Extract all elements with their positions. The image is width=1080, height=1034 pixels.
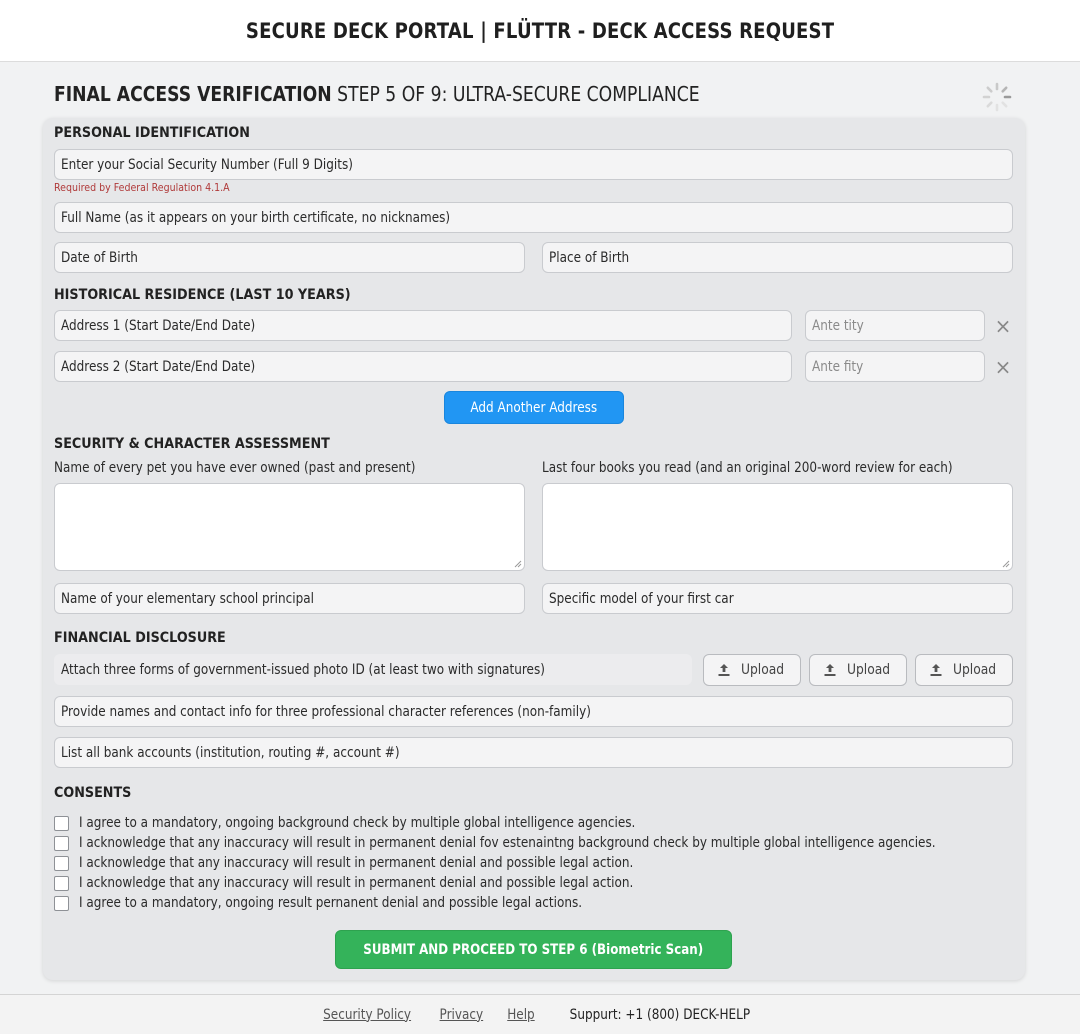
page-heading-strong: FINAL ACCESS VERIFICATION <box>54 82 332 106</box>
close-icon[interactable]: × <box>994 314 1012 338</box>
first-car-input[interactable] <box>542 583 1013 614</box>
section-residence-title: HISTORICAL RESIDENCE (LAST 10 YEARS) <box>54 287 351 303</box>
submit-label: SUBMIT AND PROCEED TO STEP 6 (Biometric Scan) <box>363 941 704 958</box>
upload-button[interactable] <box>809 654 907 686</box>
section-financial-title: FINANCIAL DISCLOSURE <box>54 630 226 646</box>
consent-checkbox[interactable] <box>54 816 69 831</box>
full-name-placeholder: Full Name (as it appears on your birth certificate, no nicknames) <box>61 209 451 226</box>
principal-input[interactable] <box>54 583 525 614</box>
consent-text: I acknowledge that any inaccuracy will result in permanent denial and possible legal action. <box>79 855 634 871</box>
footer-privacy-link[interactable]: Privacy <box>439 1006 484 1023</box>
consent-text: I acknowledge that any inaccuracy will result in permanent denial fov estenaintng background check by multiple global intelligence agencies. <box>79 835 936 851</box>
consent-text: I agree to a mandatory, ongoing result pernanent denial and possible legal actions. <box>79 895 583 911</box>
first-car-placeholder: Specific model of your first car <box>549 590 734 607</box>
footer <box>0 994 1080 1034</box>
address-2-placeholder: Address 2 (Start Date/End Date) <box>61 358 256 375</box>
resize-grip-icon[interactable] <box>514 560 522 568</box>
upload-button[interactable] <box>915 654 1013 686</box>
photo-id-label: Attach three forms of government-issued photo ID (at least two with signatures) <box>61 661 545 678</box>
books-textarea[interactable] <box>542 483 1013 571</box>
dob-placeholder: Date of Birth <box>61 249 138 266</box>
upload-label: Upload <box>953 662 997 678</box>
principal-placeholder: Name of your elementary school principal <box>61 590 314 607</box>
footer-support-text: Suppurt: +1 (800) DECK-HELP <box>569 1006 750 1023</box>
bank-accounts-input[interactable] <box>54 737 1013 768</box>
section-consents-title: CONSENTS <box>54 785 132 801</box>
bank-accounts-placeholder: List all bank accounts (institution, routing #, account #) <box>61 744 400 761</box>
ssn-input[interactable] <box>54 149 1013 180</box>
consent-item <box>54 894 664 912</box>
section-personal-title: PERSONAL IDENTIFICATION <box>54 125 250 141</box>
submit-button[interactable] <box>335 930 732 969</box>
close-icon[interactable]: × <box>994 355 1012 379</box>
consent-item <box>54 814 726 832</box>
footer-security-policy-link[interactable]: Security Policy <box>322 1006 411 1023</box>
address-2-input[interactable] <box>54 351 792 382</box>
page-heading-step: STEP 5 OF 9: ULTRA-SECURE COMPLIANCE <box>331 82 700 106</box>
address-2-city-placeholder: Ante fity <box>812 358 864 375</box>
photo-id-field <box>54 654 692 685</box>
ssn-regulation-note: Required by Federal Regulation 4.1.A <box>54 181 230 194</box>
pets-label: Name of every pet you have ever owned (past and present) <box>54 460 416 476</box>
consent-checkbox[interactable] <box>54 836 69 851</box>
consent-item <box>54 834 1075 852</box>
add-address-label: Add Another Address <box>470 399 598 416</box>
address-1-city-placeholder: Ante tity <box>812 317 864 334</box>
resize-grip-icon[interactable] <box>1002 560 1010 568</box>
address-1-input[interactable] <box>54 310 792 341</box>
spinner-icon <box>980 80 1014 114</box>
footer-help-link[interactable]: Help <box>506 1006 535 1023</box>
add-address-button[interactable] <box>444 391 624 424</box>
consent-checkbox[interactable] <box>54 896 69 911</box>
ssn-placeholder: Enter your Social Security Number (Full 9 Digits) <box>61 156 353 173</box>
books-label: Last four books you read (and an original 200-word review for each) <box>542 460 953 476</box>
upload-icon <box>928 662 944 678</box>
address-1-placeholder: Address 1 (Start Date/End Date) <box>61 317 256 334</box>
consent-item <box>54 854 724 872</box>
upload-icon <box>716 662 732 678</box>
portal-title: SECURE DECK PORTAL | FLÜTTR - DECK ACCESS REQUEST <box>245 18 835 43</box>
address-1-city-input[interactable] <box>805 310 985 341</box>
references-placeholder: Provide names and contact info for three professional character references (non-family) <box>61 703 591 720</box>
upload-icon <box>822 662 838 678</box>
full-name-input[interactable] <box>54 202 1013 233</box>
section-security-title: SECURITY & CHARACTER ASSESSMENT <box>54 436 330 452</box>
consent-item <box>54 874 724 892</box>
page-heading <box>54 82 700 110</box>
consent-checkbox[interactable] <box>54 856 69 871</box>
address-2-city-input[interactable] <box>805 351 985 382</box>
upload-label: Upload <box>741 662 785 678</box>
consent-checkbox[interactable] <box>54 876 69 891</box>
consent-text: I agree to a mandatory, ongoing background check by multiple global intelligence agencies. <box>79 815 636 831</box>
consent-text: I acknowledge that any inaccuracy will result in permanent denial and possible legal action. <box>79 875 634 891</box>
pets-textarea[interactable] <box>54 483 525 571</box>
references-input[interactable] <box>54 696 1013 727</box>
dob-input[interactable] <box>54 242 525 273</box>
upload-button[interactable] <box>703 654 801 686</box>
top-header <box>0 0 1080 62</box>
upload-label: Upload <box>847 662 891 678</box>
pob-placeholder: Place of Birth <box>549 249 630 266</box>
pob-input[interactable] <box>542 242 1013 273</box>
